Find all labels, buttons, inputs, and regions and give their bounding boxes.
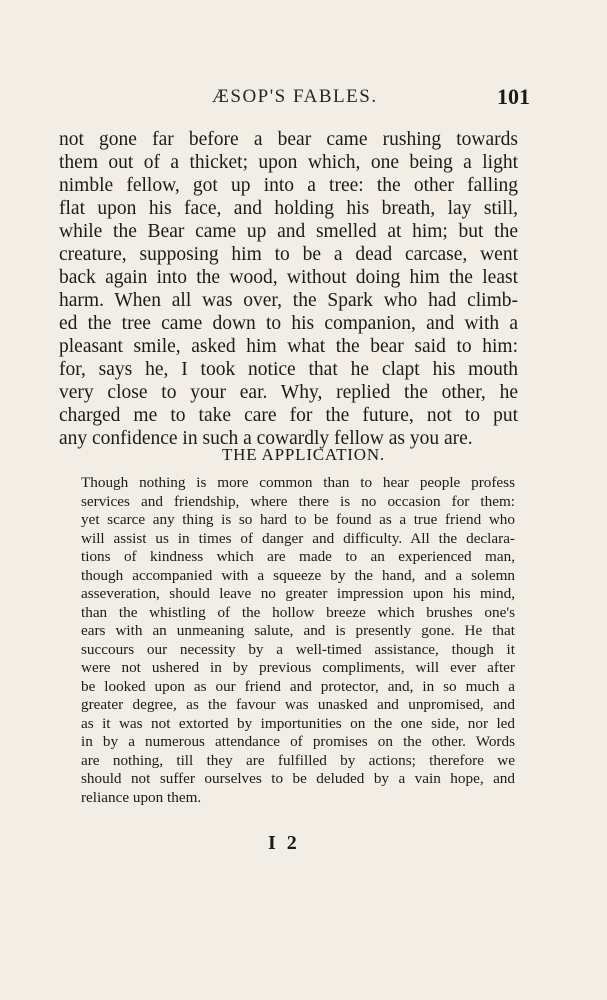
application-line: asseveration, should leave no greater impression upon his mind, [81, 585, 515, 602]
application-line: were not ushered in by previous compliments, will ever after [81, 659, 515, 676]
application-line: as it was not extorted by importunities on the one side, nor led [81, 714, 515, 732]
application-line: succours our necessity by a well-timed assistance, though it [81, 640, 515, 658]
application-line: ears with an unmeaning salute, and is presently gone. He that [81, 622, 515, 639]
body-line: not gone far before a bear came rushing towards [59, 129, 518, 150]
body-line: charged me to take care for the future, not to put [59, 405, 518, 426]
body-line: nimble fellow, got up into a tree: the other falling [59, 175, 518, 196]
application-line: yet scarce any thing is so hard to be found as a true friend who [81, 511, 515, 528]
application-line: should not suffer ourselves to be deluded by a vain hope, and [81, 770, 515, 787]
running-head [60, 86, 530, 112]
application-line: in by a numerous attendance of promises on the other. Words [81, 733, 515, 750]
body-line: for, says he, I took notice that he clapt his mouth [59, 359, 518, 380]
body-line: flat upon his face, and holding his breath, lay still, [59, 198, 518, 219]
body-line: creature, supposing him to be a dead carcase, went [59, 244, 518, 265]
body-line: any confidence in such a cowardly fellow as you are. [59, 428, 473, 449]
application-line: services and friendship, where there is no occasion for them: [81, 492, 515, 510]
application-line: will assist us in times of danger and difficulty. All the declara- [81, 529, 515, 547]
page-number: 101 [497, 84, 530, 109]
running-title: ÆSOP'S FABLES. [212, 86, 378, 107]
application-line: are nothing, till they are fulfilled by actions; therefore we [81, 751, 515, 769]
application-text [81, 474, 515, 807]
body-line: very close to your ear. Why, replied the other, he [59, 382, 518, 403]
body-line: while the Bear came up and smelled at him; but the [59, 221, 518, 242]
body-line: back again into the wood, without doing him the least [59, 267, 518, 288]
application-line: reliance upon them. [81, 788, 202, 806]
application-heading: THE APPLICATION. [222, 445, 385, 464]
application-line: greater degree, as the favour was unasked and unpromised, and [81, 696, 515, 713]
signature-mark: I 2 [268, 832, 300, 854]
application-line: be looked upon as our friend and protector, and, in so much a [81, 677, 515, 695]
application-line: though accompanied with a squeeze by the hand, and a solemn [81, 566, 515, 584]
body-line: them out of a thicket; upon which, one being a light [59, 152, 518, 173]
body-line: harm. When all was over, the Spark who had climb- [59, 290, 518, 311]
body-line: pleasant smile, asked him what the bear said to him: [59, 336, 518, 357]
application-line: Though nothing is more common than to hear people profess [81, 474, 515, 491]
application-line: tions of kindness which are made to an experienced man, [81, 548, 515, 565]
application-line: than the whistling of the hollow breeze which brushes one's [81, 603, 515, 621]
fable-body-text [59, 128, 518, 450]
body-line: ed the tree came down to his companion, and with a [59, 313, 518, 334]
